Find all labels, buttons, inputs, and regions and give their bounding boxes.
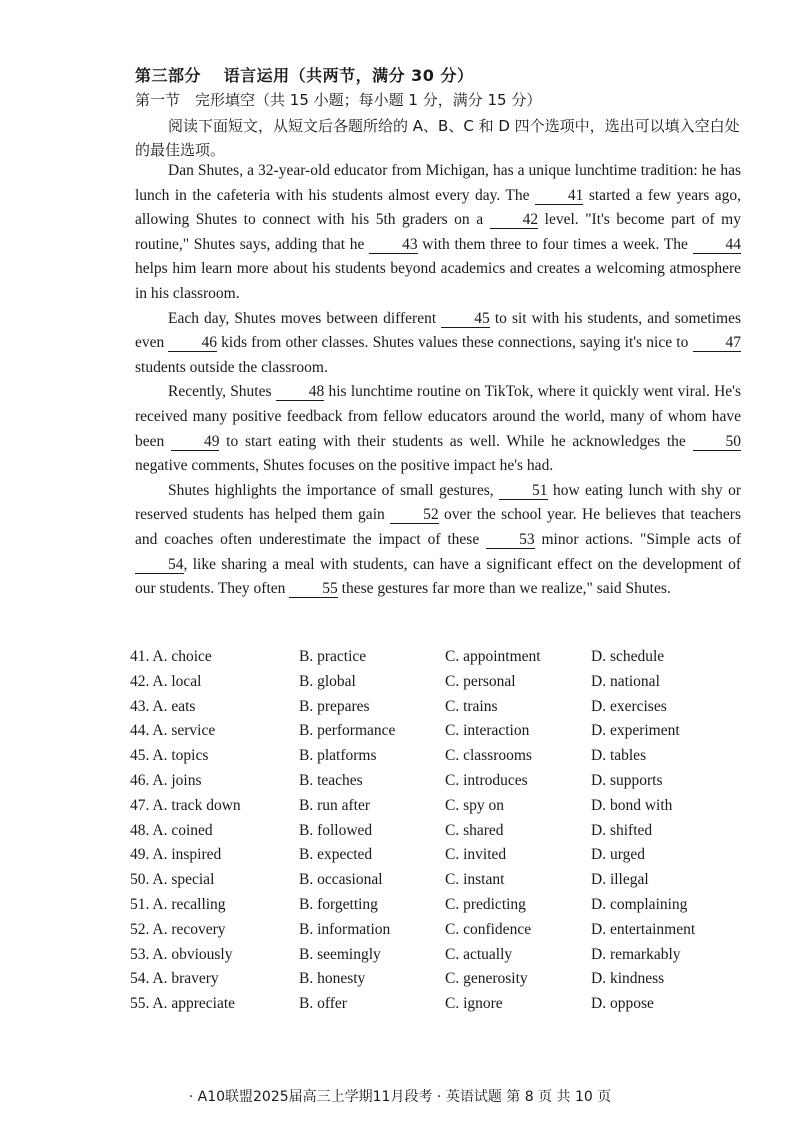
option-a: 48. A. coined xyxy=(130,821,213,839)
option-row-55 xyxy=(130,995,750,1020)
passage-text: , like sharing a meal with students, can have a significant effect on the development of our students. They often xyxy=(135,555,741,598)
option-b: B. teaches xyxy=(299,771,363,789)
passage-text: helps him learn more about his students beyond academics and creates a welcoming atmosphere in his classroom. xyxy=(135,260,741,302)
blank-52: 52 xyxy=(390,507,439,524)
option-b: B. prepares xyxy=(299,697,370,715)
option-c: C. generosity xyxy=(445,970,528,988)
option-c: C. invited xyxy=(445,846,507,864)
blank-45: 45 xyxy=(441,311,490,328)
option-d: D. shifted xyxy=(591,821,653,839)
option-b: B. offer xyxy=(299,995,347,1013)
passage-text: level. "It's become part of my routine," Shutes says, adding that he xyxy=(135,211,741,253)
passage-text: his lunchtime routine on TikTok, where it quickly went viral. He's received many positive feedback from fellow educators around the world, many of whom have been xyxy=(135,383,742,450)
option-row-43 xyxy=(130,698,750,723)
option-c: C. trains xyxy=(445,697,498,715)
option-b: B. honesty xyxy=(299,970,366,988)
option-row-53 xyxy=(130,946,750,971)
option-c: C. confidence xyxy=(445,920,532,938)
paragraph-3 xyxy=(135,380,741,478)
option-row-47 xyxy=(130,797,750,822)
paragraph-4 xyxy=(135,479,741,602)
blank-43: 43 xyxy=(369,237,418,254)
option-d: D. entertainment xyxy=(591,920,696,938)
blank-55: 55 xyxy=(289,581,338,598)
option-a: 45. A. topics xyxy=(130,747,209,765)
option-d: D. oppose xyxy=(591,995,654,1013)
blank-50: 50 xyxy=(693,434,742,451)
option-a: 41. A. choice xyxy=(130,648,212,665)
option-a: 51. A. recalling xyxy=(130,895,226,913)
blank-54: 54 xyxy=(135,557,184,574)
option-a: 55. A. appreciate xyxy=(130,995,236,1013)
passage-text: these gestures far more than we realize," said Shutes. xyxy=(337,580,671,598)
option-a: 44. A. service xyxy=(130,722,216,740)
option-c: C. personal xyxy=(445,672,516,690)
blank-44: 44 xyxy=(693,237,742,254)
page-footer: · A10联盟2025届高三上学期11月段考 · 英语试题 第 8 页 共 10 页 xyxy=(188,1089,612,1105)
option-d: D. urged xyxy=(591,846,645,864)
option-c: C. introduces xyxy=(445,771,528,789)
passage-text: started a few years ago, allowing Shutes to connect with his 5th graders on a xyxy=(135,186,742,229)
option-c: C. instant xyxy=(445,871,505,889)
subsection-title: 第一节 完形填空（共 15 小题；每小题 1 分，满分 15 分） xyxy=(135,91,542,109)
option-row-52 xyxy=(130,921,750,946)
option-row-48 xyxy=(130,822,750,847)
option-row-45 xyxy=(130,747,750,772)
option-b: B. platforms xyxy=(299,747,377,765)
blank-42: 42 xyxy=(490,212,539,229)
option-c: C. shared xyxy=(445,821,504,839)
option-b: B. information xyxy=(299,920,391,938)
blank-49: 49 xyxy=(171,434,220,451)
paragraph-1 xyxy=(135,159,741,307)
passage-text: over the school year. He believes that teachers and coaches often underestimate the impact of these xyxy=(135,506,741,548)
option-d: D. exercises xyxy=(591,697,667,715)
option-row-41 xyxy=(130,648,750,673)
passage-text: negative comments, Shutes focuses on the positive impact he's had. xyxy=(135,457,554,475)
option-c: C. interaction xyxy=(445,722,530,740)
section-title: 第三部分 语言运用（共两节，满分 30 分） xyxy=(135,66,474,85)
blank-46: 46 xyxy=(168,335,217,352)
option-c: C. appointment xyxy=(445,648,541,665)
option-c: C. predicting xyxy=(445,895,526,913)
option-row-50 xyxy=(130,871,750,896)
passage-text: how eating lunch with shy or reserved students has helped them gain xyxy=(135,481,741,524)
option-d: D. complaining xyxy=(591,895,688,913)
option-c: C. classrooms xyxy=(445,747,532,765)
passage-text: Each day, Shutes moves between different xyxy=(168,309,442,327)
option-d: D. schedule xyxy=(591,648,665,665)
option-a: 49. A. inspired xyxy=(130,846,222,864)
option-d: D. supports xyxy=(591,771,663,789)
option-b: B. forgetting xyxy=(299,895,378,913)
option-a: 43. A. eats xyxy=(130,697,196,715)
option-row-46 xyxy=(130,772,750,797)
passage-text: students outside the classroom. xyxy=(135,358,328,376)
option-c: C. ignore xyxy=(445,995,503,1013)
paragraph-2 xyxy=(135,307,741,381)
passage-text: minor actions. "Simple acts of xyxy=(534,530,742,548)
blank-41: 41 xyxy=(535,188,584,205)
option-c: C. spy on xyxy=(445,796,504,814)
option-a: 47. A. track down xyxy=(130,796,241,814)
option-d: D. illegal xyxy=(591,871,649,889)
option-row-49 xyxy=(130,846,750,871)
passage-text: with them three to four times a week. The xyxy=(417,235,693,253)
option-d: D. tables xyxy=(591,747,647,765)
option-row-44 xyxy=(130,722,750,747)
option-b: B. practice xyxy=(299,648,367,665)
option-row-54 xyxy=(130,970,750,995)
answer-options xyxy=(130,648,750,1020)
blank-51: 51 xyxy=(499,483,548,500)
passage-text: to sit with his students, and sometimes even xyxy=(135,309,741,352)
option-a: 50. A. special xyxy=(130,871,215,889)
option-d: D. kindness xyxy=(591,970,665,988)
option-a: 46. A. joins xyxy=(130,771,202,789)
option-b: B. global xyxy=(299,672,356,690)
option-b: B. followed xyxy=(299,821,373,839)
option-row-42 xyxy=(130,673,750,698)
option-b: B. performance xyxy=(299,722,396,740)
passage-text: Shutes highlights the importance of small gestures, xyxy=(168,481,500,499)
option-a: 52. A. recovery xyxy=(130,920,226,938)
option-b: B. seemingly xyxy=(299,945,381,963)
blank-47: 47 xyxy=(693,335,742,352)
option-d: D. national xyxy=(591,672,660,690)
blank-53: 53 xyxy=(486,532,535,549)
option-a: 53. A. obviously xyxy=(130,945,233,963)
option-d: D. experiment xyxy=(591,722,680,740)
blank-48: 48 xyxy=(276,384,325,401)
option-c: C. actually xyxy=(445,945,513,963)
option-b: B. expected xyxy=(299,846,373,864)
option-b: B. occasional xyxy=(299,871,383,889)
option-a: 54. A. bravery xyxy=(130,970,219,988)
option-b: B. run after xyxy=(299,796,371,814)
option-d: D. bond with xyxy=(591,796,673,814)
passage-text: Dan Shutes, a 32-year-old educator from Michigan, has a unique lunchtime tradition: he has lunch in the cafeteria with his students almost every day. The xyxy=(135,162,741,204)
passage-text: Recently, Shutes xyxy=(168,383,276,401)
passage-text: to start eating with their students as well. While he acknowledges the xyxy=(219,432,693,450)
instructions: 阅读下面短文，从短文后各题所给的 A、B、C 和 D 四个选项中，选出可以填入空白处的最佳选项。 xyxy=(135,117,740,159)
passage-text: kids from other classes. Shutes values these connections, saying it's nice to xyxy=(216,334,693,352)
option-row-51 xyxy=(130,896,750,921)
cloze-passage xyxy=(135,159,741,602)
option-a: 42. A. local xyxy=(130,672,202,690)
option-d: D. remarkably xyxy=(591,945,681,963)
